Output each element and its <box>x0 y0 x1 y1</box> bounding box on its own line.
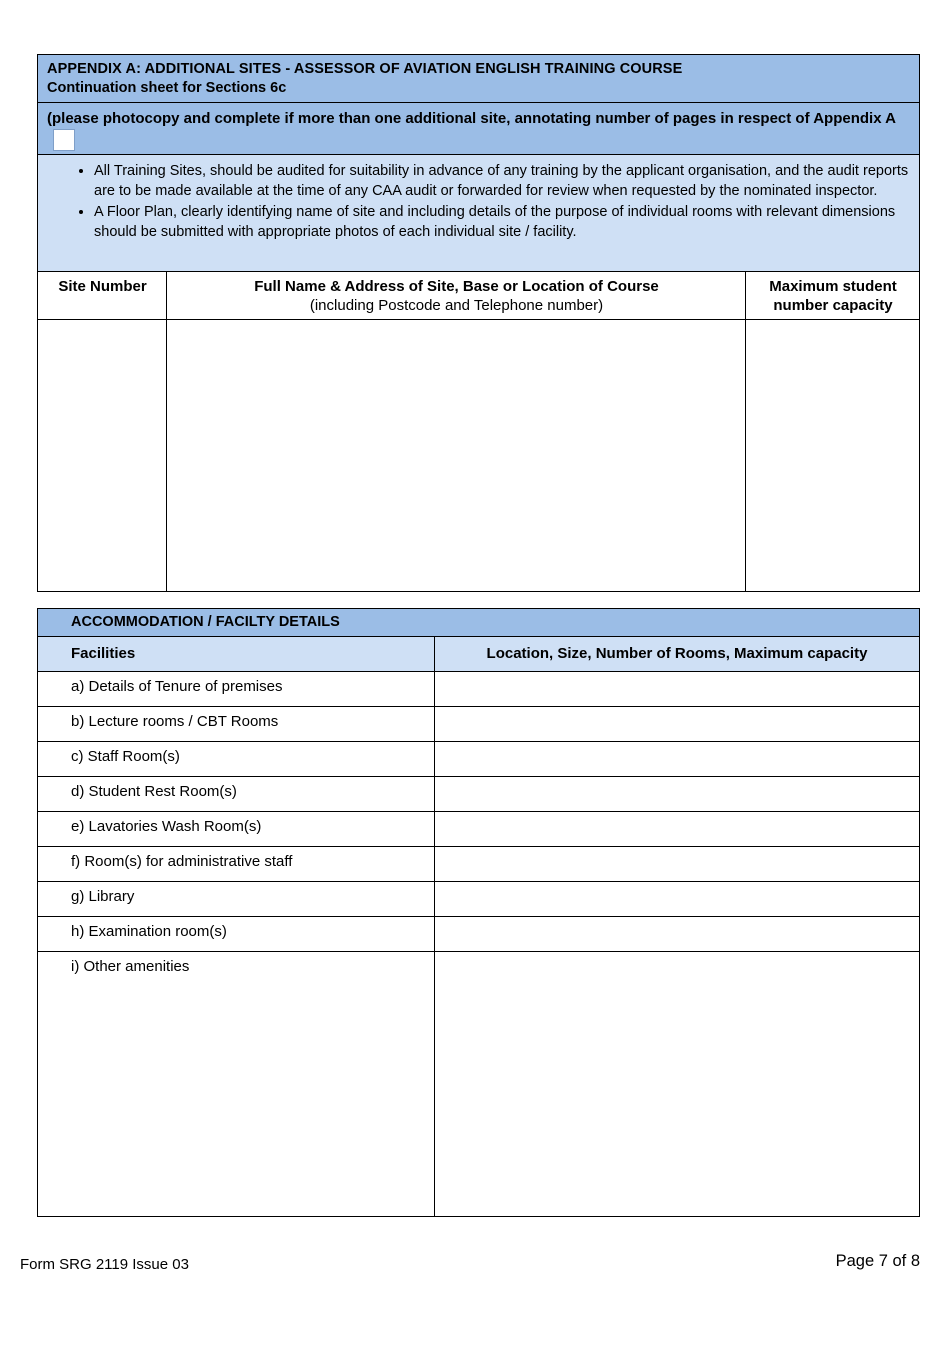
col-header-address <box>167 272 746 320</box>
facility-label: b) Lecture rooms / CBT Rooms <box>71 713 279 730</box>
col-header-site-number: Site Number <box>38 272 167 320</box>
site-address-field[interactable] <box>167 320 745 591</box>
other-amenities-details-field[interactable] <box>435 952 919 1215</box>
facility-label: d) Student Rest Room(s) <box>71 783 237 800</box>
lavatories-details-field[interactable] <box>435 812 919 846</box>
site-capacity-field[interactable] <box>746 320 919 591</box>
appendix-page-count-box[interactable] <box>53 129 75 151</box>
col-header-address-title: Full Name & Address of Site, Base or Location of Course <box>254 278 659 295</box>
student-rest-details-field[interactable] <box>435 777 919 811</box>
note-bullet-floor-plan: • A Floor Plan, clearly identifying name of site and including details of the purpose of individual rooms with relevant dimensions should be submitted with appropriate photos of each individual site / facility. <box>94 203 911 242</box>
staff-rooms-details-field[interactable] <box>435 742 919 776</box>
facility-label: c) Staff Room(s) <box>71 748 180 765</box>
examination-details-field[interactable] <box>435 917 919 951</box>
note-bullet-audit: • All Training Sites, should be audited for suitability in advance of any training by the applicant organisation, and the audit reports are to be made available at the time of any CAA audit or forwarded for review when requested by the nominated inspector. <box>94 162 911 201</box>
facility-label: h) Examination room(s) <box>71 923 227 940</box>
facility-label: f) Room(s) for administrative staff <box>71 853 293 870</box>
appendix-header <box>38 55 919 103</box>
library-details-field[interactable] <box>435 882 919 916</box>
col-header-details: Location, Size, Number of Rooms, Maximum capacity <box>435 637 919 672</box>
page-number: Page 7 of 8 <box>835 1252 920 1270</box>
facility-label: e) Lavatories Wash Room(s) <box>71 818 262 835</box>
accommodation-title: ACCOMMODATION / FACILTY DETAILS <box>38 609 919 637</box>
site-number-field[interactable] <box>38 320 166 591</box>
col-header-facilities: Facilities <box>38 637 435 672</box>
appendix-subtitle: Continuation sheet for Sections 6c <box>47 80 287 96</box>
col-header-address-sub: (including Postcode and Telephone number) <box>309 297 604 314</box>
appendix-title: APPENDIX A: ADDITIONAL SITES - ASSESSOR OF AVIATION ENGLISH TRAINING COURSE <box>47 61 683 77</box>
form-reference: Form SRG 2119 Issue 03 <box>20 1256 189 1273</box>
appendix-notes <box>38 155 919 272</box>
appendix-instruction-row <box>38 103 919 155</box>
facility-label: a) Details of Tenure of premises <box>71 678 283 695</box>
appendix-instruction: (please photocopy and complete if more than one additional site, annotating number of pages in respect of Appendix A <box>47 110 896 127</box>
facility-label: g) Library <box>71 888 135 905</box>
tenure-details-field[interactable] <box>435 672 919 706</box>
accommodation-table <box>37 608 920 1217</box>
appendix-a-table <box>37 54 920 592</box>
lecture-rooms-details-field[interactable] <box>435 707 919 741</box>
facility-label: i) Other amenities <box>71 958 190 975</box>
col-header-capacity: Maximum student number capacity <box>746 272 920 320</box>
admin-staff-details-field[interactable] <box>435 847 919 881</box>
